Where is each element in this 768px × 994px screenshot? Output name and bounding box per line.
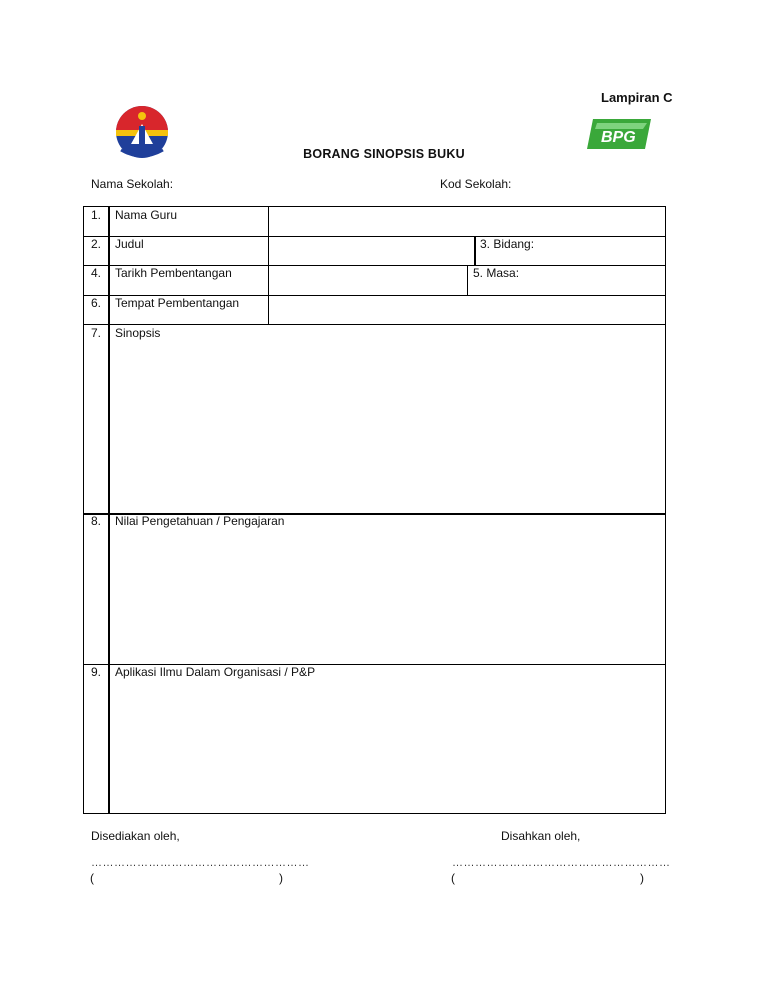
sinopsis-field[interactable] xyxy=(111,343,664,511)
row-number: 7. xyxy=(90,326,101,340)
sinopsis-label: Sinopsis xyxy=(115,326,161,340)
tempat-label: Tempat Pembentangan xyxy=(115,296,240,310)
nilai-field[interactable] xyxy=(111,531,664,662)
nama-guru-label: Nama Guru xyxy=(115,208,178,222)
preparer-signature-line[interactable]: ………………………………………………… xyxy=(91,857,310,869)
preparer-open-paren: ( xyxy=(90,871,94,885)
tarikh-field[interactable] xyxy=(270,267,466,294)
synopsis-form-table xyxy=(83,206,666,814)
lampiran-label: Lampiran C xyxy=(601,90,673,105)
masa-divider xyxy=(467,266,468,296)
judul-field[interactable] xyxy=(270,238,472,264)
nilai-label: Nilai Pengetahuan / Pengajaran xyxy=(115,514,285,528)
svg-text:BPG: BPG xyxy=(601,129,636,146)
number-column-divider xyxy=(108,207,110,813)
form-title: BORANG SINOPSIS BUKU xyxy=(303,147,465,161)
aplikasi-field[interactable] xyxy=(111,683,664,811)
aplikasi-label: Aplikasi Ilmu Dalam Organisasi / P&P xyxy=(115,665,316,679)
kod-sekolah-label: Kod Sekolah: xyxy=(440,177,512,191)
nama-sekolah-label: Nama Sekolah: xyxy=(91,177,174,191)
approver-open-paren: ( xyxy=(451,871,455,885)
row-number: 6. xyxy=(90,296,101,310)
approver-close-paren: ) xyxy=(640,871,644,885)
bidang-divider xyxy=(474,236,476,266)
row-number: 9. xyxy=(90,665,101,679)
disahkan-label: Disahkan oleh, xyxy=(501,829,581,843)
bpg-logo xyxy=(585,117,653,151)
row-number: 1. xyxy=(90,208,101,222)
masa-label[interactable]: 5. Masa: xyxy=(473,266,520,280)
nama-guru-field[interactable] xyxy=(270,208,664,235)
tempat-field[interactable] xyxy=(270,297,664,323)
bidang-label[interactable]: 3. Bidang: xyxy=(480,237,535,251)
preparer-close-paren: ) xyxy=(279,871,283,885)
judul-label: Judul xyxy=(115,237,144,251)
row-number: 8. xyxy=(90,514,101,528)
disediakan-label: Disediakan oleh, xyxy=(91,829,180,843)
label-column-divider xyxy=(268,207,269,325)
row-number: 2. xyxy=(90,237,101,251)
row-number: 4. xyxy=(90,266,101,280)
approver-signature-line[interactable]: ………………………………………………… xyxy=(452,857,671,869)
tarikh-label: Tarikh Pembentangan xyxy=(115,266,232,280)
